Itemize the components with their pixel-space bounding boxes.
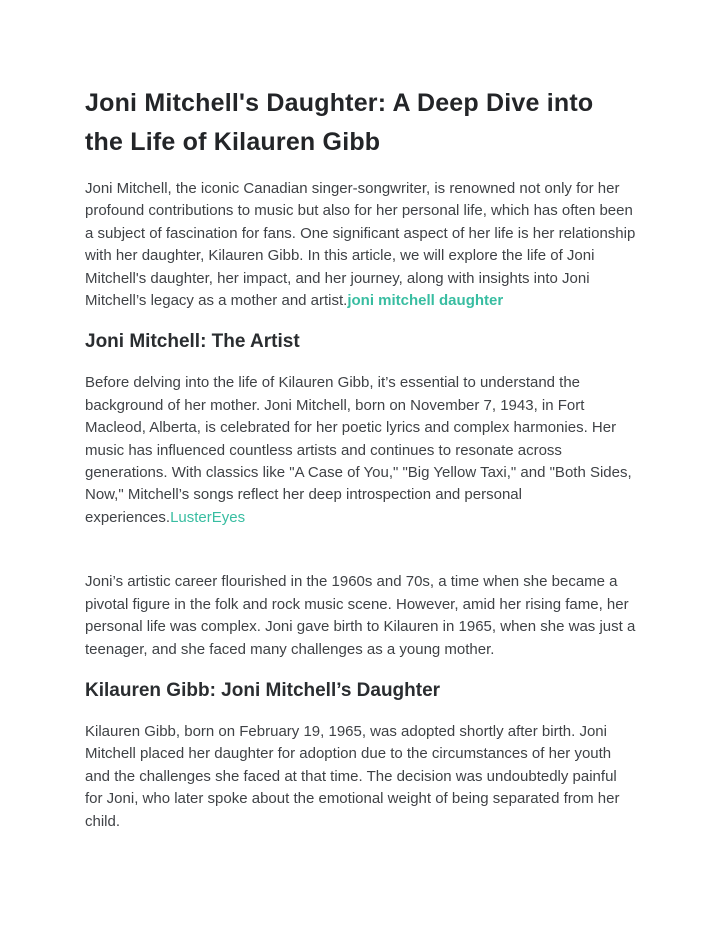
section1-paragraph-2 [85, 571, 636, 661]
section2-paragraph-1-text: Kilauren Gibb, born on February 19, 1965, was adopted shortly after birth. Joni Mitchell placed her daughter for adoption due to the circumstances of her youth and the challenges she faced at that time. The decision was undoubtedly painful for Joni, who later spoke about the emotional weight of being separated from her child. [85, 722, 620, 830]
section-heading-kilauren-gibb: Kilauren Gibb: Joni Mitchell’s Daughter [85, 679, 441, 701]
intro-paragraph [85, 178, 636, 312]
article-title: Joni Mitchell's Daughter: A Deep Dive into the Life of Kilauren Gibb [85, 89, 594, 156]
section1-paragraph-1 [85, 372, 636, 529]
section1-paragraph-1-text: Before delving into the life of Kilauren Gibb, it’s essential to understand the background of her mother. Joni Mitchell, born on November 7, 1943, in Fort Macleod, Alberta, is celebrated for her poetic lyrics and complex harmonies. Her music has influenced countless artists and continues to resonate across generations. With classics like "A Case of You," "Big Yellow Taxi," and "Both Sides, Now," Mitchell’s songs reflect her deep introspection and personal experiences. [85, 374, 632, 526]
inline-link-lustereyes[interactable]: LusterEyes [170, 508, 246, 526]
section2-paragraph-1 [85, 721, 636, 833]
section1-paragraph-2-text: Joni’s artistic career flourished in the 1960s and 70s, a time when she became a pivotal figure in the folk and rock music scene. However, amid her rising fame, her personal life was complex. Joni gave birth to Kilauren in 1965, when she was just a teenager, and she faced many challenges as a young mother. [85, 573, 636, 658]
section-heading-joni-mitchell-the-artist: Joni Mitchell: The Artist [85, 331, 300, 353]
inline-link-joni-mitchell-daughter[interactable]: joni mitchell daughter [347, 292, 504, 310]
article-content [85, 84, 636, 833]
intro-paragraph-text: Joni Mitchell, the iconic Canadian singer-songwriter, is renowned not only for her profound contributions to music but also for her personal life, which has often been a subject of fascination for fans. One significant aspect of her life is her relationship with her daughter, Kilauren Gibb. In this article, we will explore the life of Joni Mitchell's daughter, her impact, and her journey, along with insights into Joni Mitchell’s legacy as a mother and artist. [85, 180, 636, 310]
